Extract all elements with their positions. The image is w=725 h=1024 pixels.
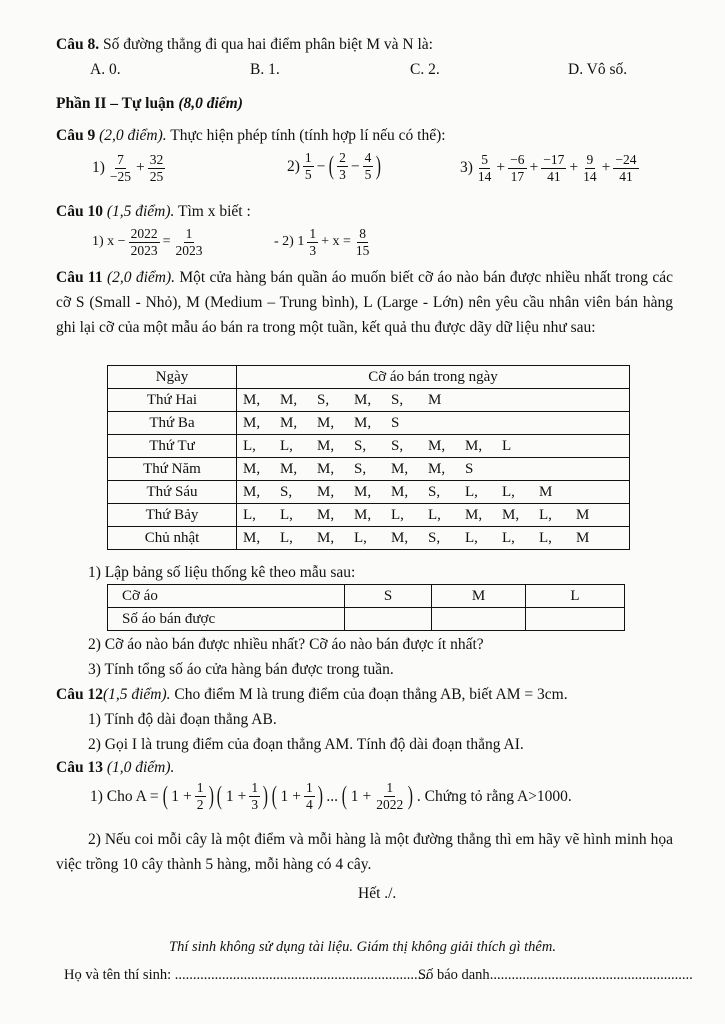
part-2-heading — [56, 94, 243, 113]
q8-option-a: A. 0. — [90, 61, 121, 78]
question-points: (2,0 điểm). — [99, 127, 167, 144]
fraction: $\frac{1}{4}$ — [305, 780, 313, 812]
table-cell: Thứ Sáu — [108, 481, 237, 504]
fraction: $\frac{-6}{17}$ — [510, 152, 525, 184]
table-cell: Số áo bán được — [108, 608, 345, 631]
question-9 — [56, 126, 446, 145]
table-cell: M, M, M, S, M, M, S — [237, 458, 630, 481]
part-points: (8,0 điểm) — [178, 95, 243, 112]
question-text: Số đường thẳng đi qua hai điểm phân biệt M và N là: — [102, 36, 433, 53]
table-cell: M, M, M, M, S — [237, 412, 630, 435]
table-cell: Thứ Năm — [108, 458, 237, 481]
question-11 — [56, 265, 673, 340]
q12-sub-2: 2) Gọi I là trung điểm của đoạn thẳng AM. Tính độ dài đoạn thẳng AI. — [88, 736, 524, 753]
q10-expression-1: 1) x − $\frac{2022}{2023}$ = $\frac{1}{2023}$ — [92, 226, 203, 258]
fraction: $\frac{2022}{2023}$ — [130, 226, 158, 258]
table-row — [108, 527, 630, 550]
question-label: Câu 8. — [56, 36, 100, 53]
candidate-name-line — [64, 966, 429, 984]
table-header-cell: Cỡ áo bán trong ngày — [237, 366, 630, 389]
table-cell: M, L, M, L, M, S, L, L, L, M — [237, 527, 630, 550]
table-cell: Thứ Hai — [108, 389, 237, 412]
name-label: Họ và tên thí sinh: — [64, 967, 172, 983]
table-cell: L — [526, 585, 625, 608]
table-cell — [345, 608, 432, 631]
question-13 — [56, 758, 174, 777]
part-label: Phần II – Tự luận — [56, 95, 175, 112]
q12-sub-1: 1) Tính độ dài đoạn thẳng AB. — [88, 711, 277, 728]
q11-sub-3: 3) Tính tổng số áo cửa hàng bán được trong tuần. — [88, 661, 394, 678]
fraction: $\frac{9}{14}$ — [583, 152, 597, 184]
fraction: $\frac{-24}{41}$ — [615, 152, 637, 184]
q11-sub-2: 2) Cỡ áo nào bán được nhiều nhất? Cỡ áo nào bán được ít nhất? — [88, 636, 484, 653]
end-mark: Hết ./. — [358, 885, 397, 902]
question-points: (2,0 điểm). — [106, 269, 175, 286]
fraction: $\frac{-17}{41}$ — [543, 152, 565, 184]
table-cell: Chủ nhật — [108, 527, 237, 550]
table-header-row — [108, 366, 630, 389]
table-cell: L, L, M, S, S, M, M, L — [237, 435, 630, 458]
q13-sub-2: 2) Nếu coi mỗi cây là một điểm và mỗi hàng là một đường thẳng thì em hãy vẽ hình minh họa việc trồng 10 cây thành 5 hàng, mỗi hàng có 4 cây. — [56, 831, 673, 873]
question-10 — [56, 202, 251, 221]
question-label: Câu 10 — [56, 203, 103, 220]
question-text: Tìm x biết : — [178, 203, 251, 220]
fraction: $\frac{1}{3}$ — [309, 226, 317, 258]
q8-option-d: D. Vô số. — [568, 61, 628, 78]
q9-expression-3: 3) $\frac{5}{14}$ + $\frac{-6}{17}$ + $\frac{-17}{41}$ + $\frac{9}{14}$ + $\frac{-24}{41}$ — [460, 152, 637, 184]
table-row — [108, 608, 625, 631]
candidate-id-line — [418, 966, 693, 984]
q9-expression-2: 2) $\frac{1}{5}$ − ( $\frac{2}{3}$ − $\frac{4}{5}$ ) — [287, 150, 382, 182]
fraction: $\frac{1}{2023}$ — [175, 226, 203, 258]
table-row — [108, 458, 630, 481]
data-table — [107, 365, 630, 550]
fraction: $\frac{1}{2022}$ — [376, 780, 404, 812]
table-cell: Thứ Bảy — [108, 504, 237, 527]
q9-expression-1: 1) $\frac{7}{-25}$ + $\frac{32}{25}$ — [92, 152, 164, 184]
question-text: Cho điểm M là trung điểm của đoạn thẳng AB, biết AM = 3cm. — [174, 686, 568, 703]
table-row — [108, 585, 625, 608]
table-row — [108, 504, 630, 527]
question-label: Câu 12 — [56, 686, 103, 703]
table-cell: M — [432, 585, 526, 608]
table-cell: L, L, M, M, L, L, M, M, L, M — [237, 504, 630, 527]
table-cell: M, S, M, M, M, S, L, L, M — [237, 481, 630, 504]
fraction: $\frac{4}{5}$ — [364, 150, 372, 182]
table-cell: M, M, S, M, S, M — [237, 389, 630, 412]
fraction: $\frac{5}{14}$ — [477, 152, 492, 184]
question-text: Một cửa hàng bán quần áo muốn biết cỡ áo nào bán được nhiều nhất trong các cỡ S (Small - Nhỏ), M (Medium – Trung bình), L (Large - Lớn) nên yêu cầu nhân viên bán hàng ghi lại cỡ của một mẫu áo bán ra trong một tuần, kết quả thu được dãy dữ liệu như sau: — [56, 269, 674, 336]
table-row — [108, 435, 630, 458]
q13-expression: 1) Cho A = ( 1 + $\frac{1}{2}$ ) ( 1 + $\frac{1}{3}$ ) ( 1 + $\frac{1}{4}$ ) ... ( 1 + $\frac{1}{2022}$ ) . Chứng tỏ rằng A>1000. — [90, 780, 572, 812]
fraction: $\frac{32}{25}$ — [149, 152, 164, 184]
fraction: $\frac{1}{3}$ — [251, 780, 259, 812]
table-cell: Cỡ áo — [108, 585, 345, 608]
table-cell: Thứ Tư — [108, 435, 237, 458]
q8-option-c: C. 2. — [410, 61, 440, 78]
table-row — [108, 389, 630, 412]
question-points: (1,5 điểm). — [102, 686, 171, 703]
table-row — [108, 481, 630, 504]
table-header-cell: Ngày — [108, 366, 237, 389]
fraction: $\frac{8}{15}$ — [355, 226, 370, 258]
question-points: (1,0 điểm). — [106, 759, 175, 776]
table-cell — [432, 608, 526, 631]
table-cell — [526, 608, 625, 631]
id-label: Số báo danh — [418, 967, 490, 983]
fraction: $\frac{7}{-25}$ — [109, 152, 132, 184]
question-label: Câu 13 — [56, 759, 103, 776]
question-points: (1,5 điểm). — [106, 203, 175, 220]
table-cell: S — [345, 585, 432, 608]
fraction: $\frac{1}{2}$ — [196, 780, 204, 812]
q10-expression-2: - 2) 1 $\frac{1}{3}$ + x = $\frac{8}{15}$ — [274, 226, 370, 258]
question-label: Câu 11 — [56, 269, 103, 286]
question-12 — [56, 685, 568, 704]
table-cell: Thứ Ba — [108, 412, 237, 435]
question-text: Thực hiện phép tính (tính hợp lí nếu có thể): — [170, 127, 446, 144]
q8-option-b: B. 1. — [250, 61, 280, 78]
fraction: $\frac{2}{3}$ — [339, 150, 346, 182]
statistics-table — [107, 584, 625, 631]
id-dots: ........................................................ — [489, 967, 693, 983]
question-8 — [56, 35, 433, 54]
footer-note: Thí sinh không sử dụng tài liệu. Giám thị không giải thích gì thêm. — [169, 939, 556, 955]
q11-sub-1: 1) Lập bảng số liệu thống kê theo mẫu sau: — [88, 564, 356, 581]
fraction: $\frac{1}{5}$ — [304, 150, 312, 182]
table-row — [108, 412, 630, 435]
name-dots: ...................................................................... — [174, 967, 429, 983]
question-label: Câu 9 — [56, 127, 96, 144]
